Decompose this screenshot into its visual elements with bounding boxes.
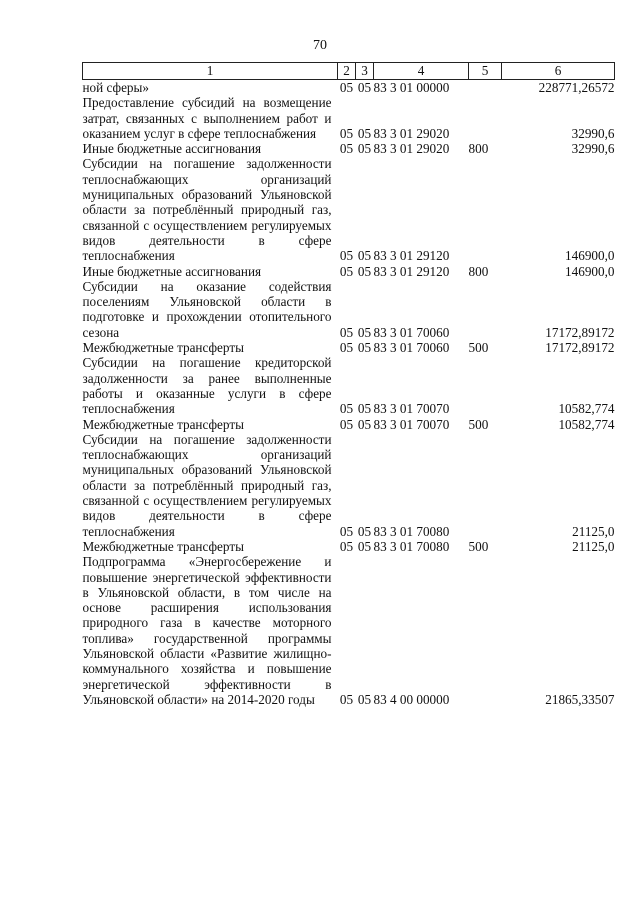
- section-code: 05: [339, 416, 354, 432]
- amount: 17172,89172: [545, 340, 615, 356]
- row-name: Субсидии на оказание содействия поселениям Ульяновской области в подготовке и прохождении отопительного сезона: [82, 278, 332, 340]
- amount: 10582,774: [558, 401, 615, 417]
- section-code: 05: [339, 523, 354, 539]
- table-row: [83, 432, 615, 539]
- amount: 17172,89172: [545, 324, 615, 340]
- target-article-code: 83 3 01 70060: [373, 324, 450, 340]
- row-name: Межбюджетные трансферты: [82, 538, 244, 554]
- section-code: 05: [339, 125, 354, 141]
- row-name: Предоставление субсидий на возмещение затрат, связанных с выполнением работ и оказанием услуг в сфере теплоснабжения: [82, 95, 332, 141]
- expense-type-code: 800: [468, 263, 489, 279]
- row-name: Субсидии на погашение задолженности теплоснабжающих организаций муниципальных образований Ульяновской области за потреблённый природный газ, связанной с осуществлением регулируемых видов деятельности в сфере теплоснабжения: [82, 431, 332, 539]
- expense-type-code: [469, 80, 502, 96]
- subsection-code: 05: [357, 340, 372, 356]
- row-name: Субсидии на погашение кредиторской задолженности за ранее выполненные работы и оказанные услуги в сфере теплоснабжения: [82, 355, 332, 417]
- target-article-code: 83 3 01 29120: [373, 263, 450, 279]
- expense-type-code: [469, 156, 502, 263]
- expense-type-code: [469, 432, 502, 539]
- amount: 146900,0: [565, 263, 615, 279]
- target-article-code: 83 4 00 00000: [373, 691, 450, 707]
- expense-type-code: 500: [468, 340, 489, 356]
- expense-type-code: 500: [468, 538, 489, 554]
- column-header: 4: [374, 63, 469, 80]
- section-code: 05: [339, 401, 354, 417]
- amount: 146900,0: [565, 248, 615, 264]
- row-name: Межбюджетные трансферты: [82, 340, 244, 356]
- table-row: [83, 156, 615, 263]
- target-article-code: 83 3 01 70080: [373, 523, 450, 539]
- amount: 21125,0: [572, 523, 615, 539]
- expense-type-code: [469, 355, 502, 416]
- table-row: [83, 80, 615, 96]
- column-header: 6: [502, 63, 615, 80]
- subsection-code: 05: [357, 248, 372, 264]
- page-number: 70: [313, 38, 327, 53]
- subsection-code: 05: [357, 80, 372, 95]
- expense-type-code: 500: [468, 416, 489, 432]
- section-code: 05: [339, 691, 354, 707]
- subsection-code: 05: [357, 125, 372, 141]
- section-code: 05: [339, 248, 354, 264]
- subsection-code: 05: [357, 523, 372, 539]
- target-article-code: 83 3 01 29120: [373, 248, 450, 264]
- table-body: [83, 80, 615, 708]
- target-article-code: 83 3 01 70080: [373, 538, 450, 554]
- target-article-code: 83 3 01 29020: [373, 125, 450, 141]
- section-code: 05: [339, 340, 354, 356]
- section-code: 05: [339, 80, 354, 95]
- column-header: 3: [356, 63, 374, 80]
- target-article-code: 83 3 01 70060: [373, 340, 450, 356]
- table-row: [83, 141, 615, 156]
- expense-type-code: [469, 279, 502, 340]
- expense-type-code: [469, 95, 502, 141]
- table-row: [83, 554, 615, 707]
- table-row: [83, 539, 615, 554]
- amount: 228771,26572: [538, 80, 615, 95]
- table-row: [83, 417, 615, 432]
- section-code: 05: [339, 141, 354, 157]
- amount: 10582,774: [558, 416, 615, 432]
- row-name: Субсидии на погашение задолженности теплоснабжающих организаций муниципальных образований Ульяновской области за потреблённый природный газ, связанной с осуществлением регулируемых видов деятельности в сфере теплоснабжения: [82, 156, 332, 264]
- target-article-code: 83 3 01 70070: [373, 401, 450, 417]
- section-code: 05: [339, 538, 354, 554]
- budget-table: [82, 62, 615, 707]
- section-code: 05: [339, 324, 354, 340]
- table-row: [83, 340, 615, 355]
- expense-type-code: [469, 554, 502, 707]
- subsection-code: 05: [357, 401, 372, 417]
- subsection-code: 05: [357, 263, 372, 279]
- target-article-code: 83 3 01 70070: [373, 416, 450, 432]
- amount: 32990,6: [571, 125, 615, 141]
- table-row: [83, 264, 615, 279]
- expense-type-code: 800: [468, 141, 489, 157]
- row-name: Подпрограмма «Энергосбережение и повышение энергетической эффективности в Ульяновской области, в том числе на основе расширения использования природного газа в качестве моторного топлива» государственной программы Ульяновской области «Развитие жилищно-коммунального хозяйства и повышение энергетической эффективности в Ульяновской области» на 2014-2020 годы: [82, 554, 332, 707]
- subsection-code: 05: [357, 141, 372, 157]
- column-header: 2: [338, 63, 356, 80]
- subsection-code: 05: [357, 324, 372, 340]
- subsection-code: 05: [357, 538, 372, 554]
- row-name: Иные бюджетные ассигнования: [82, 141, 262, 157]
- table-row: [83, 95, 615, 141]
- column-header: 1: [83, 63, 338, 80]
- column-header: 5: [469, 63, 502, 80]
- table-row: [83, 355, 615, 416]
- row-name: Межбюджетные трансферты: [82, 416, 244, 432]
- row-name: ной сферы»: [82, 80, 149, 95]
- target-article-code: 83 3 01 00000: [373, 80, 450, 95]
- table-row: [83, 279, 615, 340]
- subsection-code: 05: [357, 691, 372, 707]
- header-row: [83, 63, 615, 80]
- amount: 21125,0: [572, 538, 615, 554]
- amount: 32990,6: [571, 141, 615, 157]
- row-name: Иные бюджетные ассигнования: [82, 263, 262, 279]
- subsection-code: 05: [357, 416, 372, 432]
- section-code: 05: [339, 263, 354, 279]
- amount: 21865,33507: [545, 691, 615, 707]
- target-article-code: 83 3 01 29020: [373, 141, 450, 157]
